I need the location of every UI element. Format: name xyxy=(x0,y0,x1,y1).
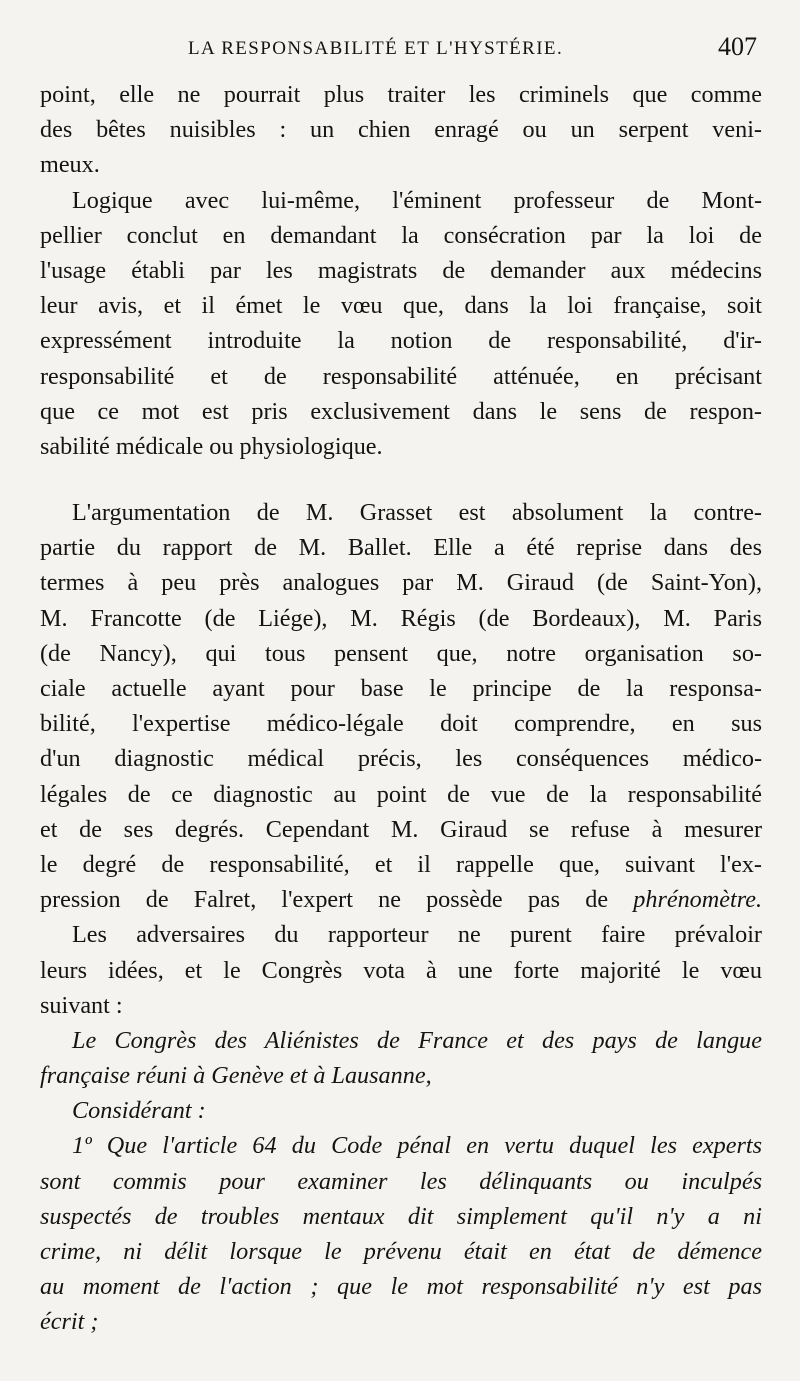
text-line: que ce mot est pris exclusivement dans le sens de respon- xyxy=(40,397,762,425)
page-number: 407 xyxy=(718,32,757,61)
text-segment: pression de Falret, l'expert ne possède pas de xyxy=(40,886,609,914)
text-line: le degré de responsabilité, et il rappelle que, suivant l'ex- xyxy=(40,850,762,878)
text-line: écrit ; xyxy=(40,1308,99,1336)
text-line: suspectés de troubles mentaux dit simplement qu'il n'y a ni xyxy=(40,1202,762,1230)
text-line: suivant : xyxy=(40,991,123,1019)
text-line: bilité, l'expertise médico-légale doit comprendre, en sus xyxy=(40,710,762,738)
text-line: point, elle ne pourrait plus traiter les criminels que comme xyxy=(40,81,762,108)
text-line: légales de ce diagnostic au point de vue de la responsabilité xyxy=(40,780,762,808)
text-line: d'un diagnostic médical précis, les conséquences médico- xyxy=(40,745,762,773)
text-line: Logique avec lui-même, l'éminent professeur de Mont- xyxy=(72,186,762,214)
text-line: responsabilité et de responsabilité atténuée, en précisant xyxy=(40,362,762,390)
text-line: française réuni à Genève et à Lausanne, xyxy=(40,1062,432,1090)
text-line: (de Nancy), qui tous pensent que, notre organisation so- xyxy=(40,639,762,667)
text-segment-italic: phrénomètre. xyxy=(633,886,762,914)
text-line: et de ses degrés. Cependant M. Giraud se refuse à mesurer xyxy=(40,815,762,843)
text-line: termes à peu près analogues par M. Giraud (de Saint-Yon), xyxy=(40,569,762,597)
text-line: L'argumentation de M. Grasset est absolument la contre- xyxy=(72,499,762,527)
text-line: 1º Que l'article 64 du Code pénal en vertu duquel les experts xyxy=(72,1132,762,1160)
text-line: M. Francotte (de Liége), M. Régis (de Bordeaux), M. Paris xyxy=(40,604,762,632)
text-line: crime, ni délit lorsque le prévenu était en état de démence xyxy=(40,1238,762,1265)
text-line: ciale actuelle ayant pour base le principe de la responsa- xyxy=(40,675,762,702)
text-line: des bêtes nuisibles : un chien enragé ou un serpent veni- xyxy=(40,116,762,144)
text-line: sont commis pour examiner les délinquants ou inculpés xyxy=(40,1167,762,1195)
text-line: l'usage établi par les magistrats de demander aux médecins xyxy=(40,256,762,284)
text-line: Les adversaires du rapporteur ne purent faire prévaloir xyxy=(72,921,762,949)
text-line: Le Congrès des Aliénistes de France et des pays de langue xyxy=(72,1026,762,1054)
text-line: leurs idées, et le Congrès vota à une forte majorité le vœu xyxy=(40,956,762,984)
text-line: sabilité médicale ou physiologique. xyxy=(40,432,383,460)
text-line: expressément introduite la notion de responsabilité, d'ir- xyxy=(40,327,762,355)
text-line: meux. xyxy=(40,151,100,179)
running-title: LA RESPONSABILITÉ ET L'HYSTÉRIE. xyxy=(188,38,564,59)
paragraph-gap xyxy=(40,464,762,495)
text-line: partie du rapport de M. Ballet. Elle a été reprise dans des xyxy=(40,534,762,562)
text-line: Considérant : xyxy=(72,1097,206,1125)
body-text xyxy=(40,77,762,1340)
text-line: au moment de l'action ; que le mot responsabilité n'y est pas xyxy=(40,1273,762,1301)
text-line xyxy=(40,882,762,917)
page-header xyxy=(0,30,800,70)
text-line: leur avis, et il émet le vœu que, dans la loi française, soit xyxy=(40,292,762,320)
text-line: pellier conclut en demandant la consécration par la loi de xyxy=(40,221,762,249)
